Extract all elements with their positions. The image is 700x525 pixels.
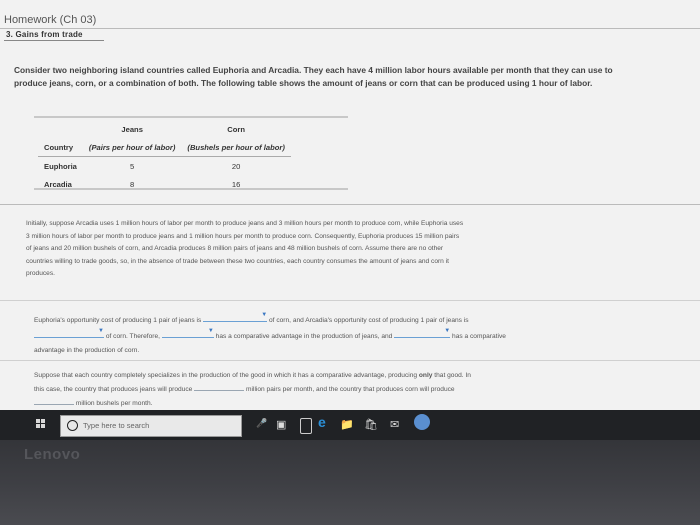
corn-quantity-input[interactable] xyxy=(34,395,74,405)
content-divider xyxy=(0,204,700,205)
intro-line-2: produce jeans, corn, or a combination of both. The following table shows the amount of jeans or corn that can be produced using 1 hour of labor. xyxy=(14,78,593,88)
col-header-country: Country xyxy=(44,142,74,152)
production-table xyxy=(38,120,291,193)
corn-advantage-country-dropdown[interactable] xyxy=(394,328,450,338)
scenario-line: 3 million hours of labor per month to produce jeans and 1 million hours per month to produce corn. Consequently, Euphoria produces 15 million pairs xyxy=(26,232,460,240)
chrome-icon[interactable] xyxy=(414,414,430,430)
scenario-line: countries willing to trade goods, so, in the absence of trade between these two countries, each country consumes the amount of jeans and corn it xyxy=(26,257,449,265)
cortana-circle-icon xyxy=(67,420,78,431)
arcadia-opportunity-cost-dropdown[interactable] xyxy=(34,328,104,338)
question-opportunity-cost: Euphoria's opportunity cost of producing 1 pair of jeans is ▼ of corn, and Arcadia's opportunity cost of producing 1 pair of jeans is ▼ of corn. Therefore, ▼ has a comparative advantage in the production of jeans, and ▼ has a comparative advantage in the production of corn. xyxy=(34,312,624,358)
row-country: Arcadia xyxy=(44,179,72,189)
jeans-quantity-input[interactable] xyxy=(194,381,244,391)
header-divider xyxy=(0,28,700,29)
jeans-advantage-country-dropdown[interactable] xyxy=(162,328,214,338)
group-header-corn: Corn xyxy=(227,124,246,134)
page-title: Homework (Ch 03) xyxy=(4,14,97,26)
question-divider xyxy=(0,300,700,301)
chevron-down-icon: ▼ xyxy=(98,328,104,334)
intro-line-1: Consider two neighboring island countries called Euphoria and Arcadia. They each have 4 million labor hours available per month that they can use to xyxy=(14,65,613,75)
mail-icon[interactable]: ✉ xyxy=(390,419,400,431)
store-icon[interactable]: 🛍 xyxy=(364,419,378,431)
table-top-rule xyxy=(34,116,348,118)
tablet-icon[interactable] xyxy=(300,418,312,434)
scenario-line: produces. xyxy=(26,270,55,277)
col-header-jeans: (Pairs per hour of labor) xyxy=(88,142,176,152)
section-title: 3. Gains from trade xyxy=(6,30,83,39)
microphone-icon[interactable]: 🎤 xyxy=(256,418,268,428)
col-header-corn: (Bushels per hour of labor) xyxy=(187,142,285,152)
row-corn-value: 20 xyxy=(231,161,241,171)
taskbar-search-box[interactable] xyxy=(60,415,242,437)
brand-logo: Lenovo xyxy=(24,446,81,463)
row-jeans-value: 8 xyxy=(130,179,135,189)
scenario-line: Initially, suppose Arcadia uses 1 million hours of labor per month to produce jeans and 3 million hours per month to produce corn, while Euphoria uses xyxy=(26,220,464,227)
question-divider xyxy=(0,360,700,361)
euphoria-opportunity-cost-dropdown[interactable] xyxy=(203,312,267,322)
row-corn-value: 16 xyxy=(231,179,241,189)
group-header-jeans: Jeans xyxy=(121,124,143,134)
chevron-down-icon: ▼ xyxy=(444,328,451,334)
chevron-down-icon: ▼ xyxy=(261,312,268,318)
edge-browser-icon[interactable]: e xyxy=(318,414,326,430)
file-explorer-icon[interactable]: 📁 xyxy=(340,419,354,431)
scenario-line: of jeans and 20 million bushels of corn, and Arcadia produces 8 million pairs of jeans and 48 million bushels of corn. Assume there are no other xyxy=(26,245,444,252)
search-placeholder: Type here to search xyxy=(83,421,150,430)
table-row xyxy=(38,175,291,193)
task-view-icon[interactable]: ▣ xyxy=(276,419,287,431)
table-bottom-rule xyxy=(34,188,348,190)
section-underline xyxy=(4,40,104,41)
row-country: Euphoria xyxy=(44,161,77,171)
intro-text xyxy=(14,64,634,90)
row-jeans-value: 5 xyxy=(130,161,135,171)
scenario-paragraph xyxy=(26,218,626,281)
chevron-down-icon: ▼ xyxy=(207,328,214,334)
table-row xyxy=(38,157,291,176)
question-specialization: Suppose that each country completely specializes in the production of the good in which it has a comparative advantage, producing only that good. In this case, the country that produces jeans will produce million pairs per month, and the country that produces corn will produce million bushels per month. xyxy=(34,372,471,407)
windows-start-icon[interactable] xyxy=(36,419,46,429)
